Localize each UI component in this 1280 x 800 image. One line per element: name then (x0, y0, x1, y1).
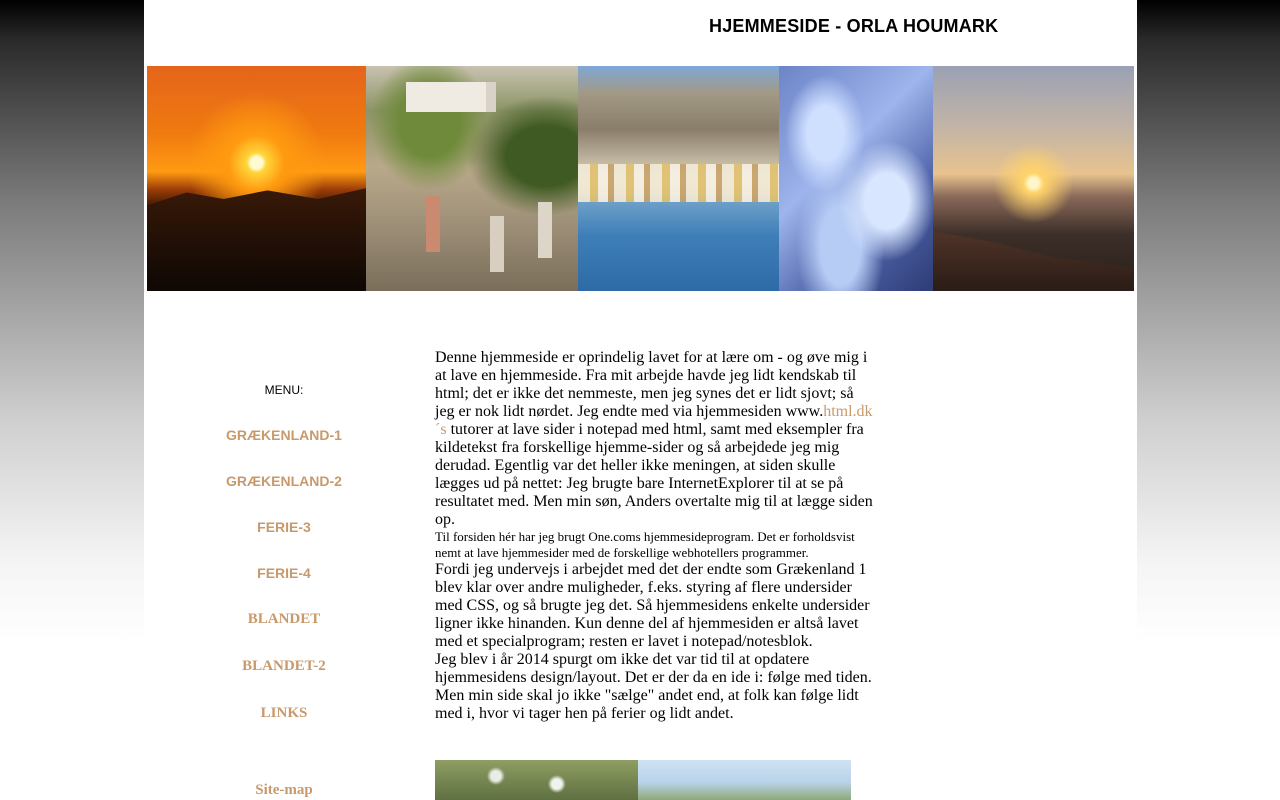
css-paragraph: Fordi jeg undervejs i arbejdet med det der endte som Grækenland 1 blev klar over andre muligheder, f.eks. styring af flere undersider med CSS, og så brugte jeg det. Så hjemmesidens enkelte undersider ligner ikke hinanden. Kun denne del af hjemmesiden er altså lavet med et specialprogram; resten er lavet i notepad/notesblok. (435, 561, 870, 650)
site-title: HJEMMESIDE - ORLA HOUMARK (709, 16, 999, 36)
sky-photo (638, 760, 851, 800)
menu-item-ferie-3[interactable]: FERIE-3 (257, 519, 311, 535)
village-sunset-photo (933, 66, 1134, 291)
intro-paragraph (435, 349, 875, 529)
ruins-photo (366, 66, 578, 291)
menu-label: MENU: (264, 383, 304, 397)
menu-item-graekenland-2[interactable]: GRÆKENLAND-2 (226, 473, 342, 489)
menu-item-ferie-4[interactable]: FERIE-4 (257, 565, 311, 581)
menu-item-graekenland-1[interactable]: GRÆKENLAND-1 (226, 427, 342, 443)
menu-item-site-map[interactable]: Site-map (255, 782, 313, 798)
sunset-photo (147, 66, 366, 291)
flowers-photo (435, 760, 638, 800)
main-content (435, 349, 875, 723)
intro-text-end: tutorer at lave sider i notepad med html, samt med eksempler fra kildetekst fra forskellige hjemme-sider og så arbejdede jeg mig derudad. Egentlig var det heller ikke meningen, at siden skulle lægges ud på nettet: Jeg brugte bare InternetExplorer til at se på resultatet med. Men min søn, Anders overtalte mig til at lægge siden op. (435, 421, 873, 528)
update-paragraph: Jeg blev i år 2014 spurgt om ikke det var tid til at opdatere hjemmesidens design/layout. Det er der da en ide i: følge med tiden. Men min side skal jo ikke "sælge" andet end, at folk kan følge lidt med i, hvor vi tager hen på ferier og lidt andet. (435, 651, 872, 722)
page-container (144, 0, 1137, 800)
banner (147, 66, 1134, 291)
menu-item-blandet-2[interactable]: BLANDET-2 (242, 658, 326, 674)
photo-row (435, 760, 851, 800)
menu-item-blandet[interactable]: BLANDET (247, 611, 321, 627)
intro-text-start: Denne hjemmeside er oprindelig lavet for at lære om - og øve mig i at lave en hjemmeside. Fra mit arbejde havde jeg lidt kendskab til html; det er ikke det nemmeste, men jeg synes det er lidt sjovt; så jeg er nok lidt nørdet. Jeg endte med via hjemmesiden www. (435, 349, 868, 420)
blue-flowers-photo (779, 66, 933, 291)
html-dk-link[interactable]: html.dk´s (435, 403, 873, 438)
harbour-photo (578, 66, 779, 291)
onecom-paragraph: Til forsiden hér har jeg brugt One.coms hjemmesideprogram. Det er forholdsvist nemt at lave hjemmesider med de forskellige webhotellers programmer. (435, 529, 855, 560)
menu-item-links[interactable]: LINKS (260, 705, 308, 721)
